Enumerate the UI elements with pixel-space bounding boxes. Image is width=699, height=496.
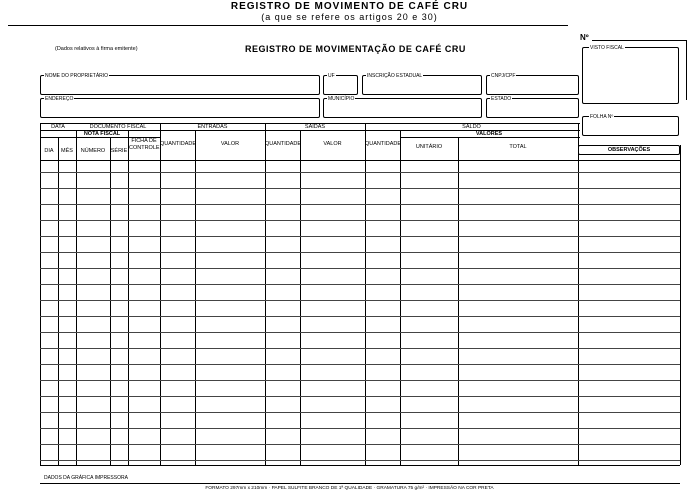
ficha-label: FICHA DE CONTROLE — [129, 138, 160, 151]
visto-side-line — [686, 40, 687, 100]
col-line — [365, 123, 366, 465]
saidas-label: SAÍDAS — [304, 124, 326, 130]
folha-field[interactable] — [582, 116, 679, 136]
table-row[interactable] — [40, 172, 680, 173]
form-title: REGISTRO DE MOVIMENTAÇÃO DE CAFÉ CRU — [245, 44, 466, 54]
saidas-valor-label: VALOR — [323, 141, 342, 147]
col-line — [458, 137, 459, 465]
formato-footer: FORMATO 297mm x 210mm · PAPEL SULFITE BRANCO DE 1ª QUALIDADE · GRAMATURA 75 g/m² · IMPRESSÃO NA COR PRETA — [205, 486, 494, 491]
col-line — [110, 137, 111, 465]
valores-line — [400, 137, 580, 138]
uf-label: UF — [328, 73, 335, 79]
entradas-quantidade-label: QUANTIDADE — [160, 141, 197, 147]
table-row[interactable] — [40, 348, 680, 349]
data-label: DATA — [51, 124, 65, 130]
mes-label: MÊS — [61, 148, 73, 154]
document-subtitle: (a que se refere os artigos 20 e 30) — [261, 12, 438, 22]
numero-label: NÚMERO — [80, 148, 106, 154]
impressor-footer: DADOS DA GRÁFICA IMPRESSORA — [44, 475, 128, 481]
table-row[interactable] — [40, 380, 680, 381]
number-label: Nº — [580, 33, 589, 42]
dia-label: DIA — [44, 148, 54, 154]
col-line — [58, 137, 59, 465]
documento-label: DOCUMENTO FISCAL — [89, 124, 147, 130]
visto-fiscal-box[interactable] — [582, 47, 679, 104]
col-line — [128, 130, 129, 465]
table-row[interactable] — [40, 268, 680, 269]
saldo-label: SALDO — [462, 124, 481, 130]
dados-note: (Dados relativos à firma emitente) — [55, 46, 138, 52]
visto-fiscal-label: VISTO FISCAL — [590, 45, 624, 51]
total-label: TOTAL — [509, 144, 527, 150]
table-header-bottom — [40, 160, 680, 161]
footer-divider — [40, 483, 680, 484]
table-row[interactable] — [40, 188, 680, 189]
inscricao-label: INSCRIÇÃO ESTADUAL — [367, 73, 423, 79]
table-row[interactable] — [40, 204, 680, 205]
table-row[interactable] — [40, 364, 680, 365]
col-line — [265, 123, 266, 465]
col-line — [160, 123, 161, 465]
estado-label: ESTADO — [491, 96, 512, 102]
saldo-quantidade-label: QUANTIDADE — [365, 141, 402, 147]
endereco-label: ENDEREÇO — [45, 96, 74, 102]
serie-label: SÉRIE — [110, 148, 128, 154]
table-row[interactable] — [40, 300, 680, 301]
col-line — [195, 130, 196, 465]
table-row[interactable] — [40, 220, 680, 221]
table-row[interactable] — [40, 396, 680, 397]
cpf-field[interactable] — [486, 75, 579, 95]
nome-field[interactable] — [40, 75, 320, 95]
col-line — [578, 123, 579, 465]
number-line — [592, 40, 687, 41]
municipio-label: MUNICÍPIO — [328, 96, 355, 102]
entradas-valor-label: VALOR — [220, 141, 240, 147]
endereco-field[interactable] — [40, 98, 320, 118]
title-divider — [8, 25, 568, 26]
table-bottom-border — [40, 465, 680, 466]
saidas-quantidade-label: QUANTIDADE — [265, 141, 302, 147]
table-row[interactable] — [40, 412, 680, 413]
nota-fiscal-label: NOTA FISCAL — [83, 131, 121, 137]
table-row[interactable] — [40, 316, 680, 317]
unitario-label: UNITÁRIO — [415, 144, 443, 150]
table-row[interactable] — [40, 460, 680, 461]
table-row[interactable] — [40, 252, 680, 253]
table-row[interactable] — [40, 236, 680, 237]
col-line — [680, 145, 681, 465]
observacoes-label: OBSERVAÇÕES — [607, 147, 651, 153]
col-line — [40, 123, 41, 465]
col-line — [76, 130, 77, 465]
nome-label: NOME DO PROPRIETÁRIO — [45, 73, 109, 79]
table-row[interactable] — [40, 428, 680, 429]
municipio-field[interactable] — [323, 98, 482, 118]
entradas-label: ENTRADAS — [197, 124, 228, 130]
folha-label: FOLHA Nº — [590, 114, 614, 120]
table-row[interactable] — [40, 332, 680, 333]
valores-label: VALORES — [475, 131, 503, 137]
cpf-label: CNPJ/CPF — [491, 73, 516, 79]
col-line — [400, 130, 401, 465]
uf-field[interactable] — [323, 75, 358, 95]
table-row[interactable] — [40, 284, 680, 285]
observacoes-header — [578, 145, 680, 155]
col-line — [300, 130, 301, 465]
estado-field[interactable] — [486, 98, 579, 118]
inscricao-field[interactable] — [362, 75, 482, 95]
document-title: REGISTRO DE MOVIMENTO DE CAFÉ CRU — [230, 1, 469, 12]
table-row[interactable] — [40, 444, 680, 445]
